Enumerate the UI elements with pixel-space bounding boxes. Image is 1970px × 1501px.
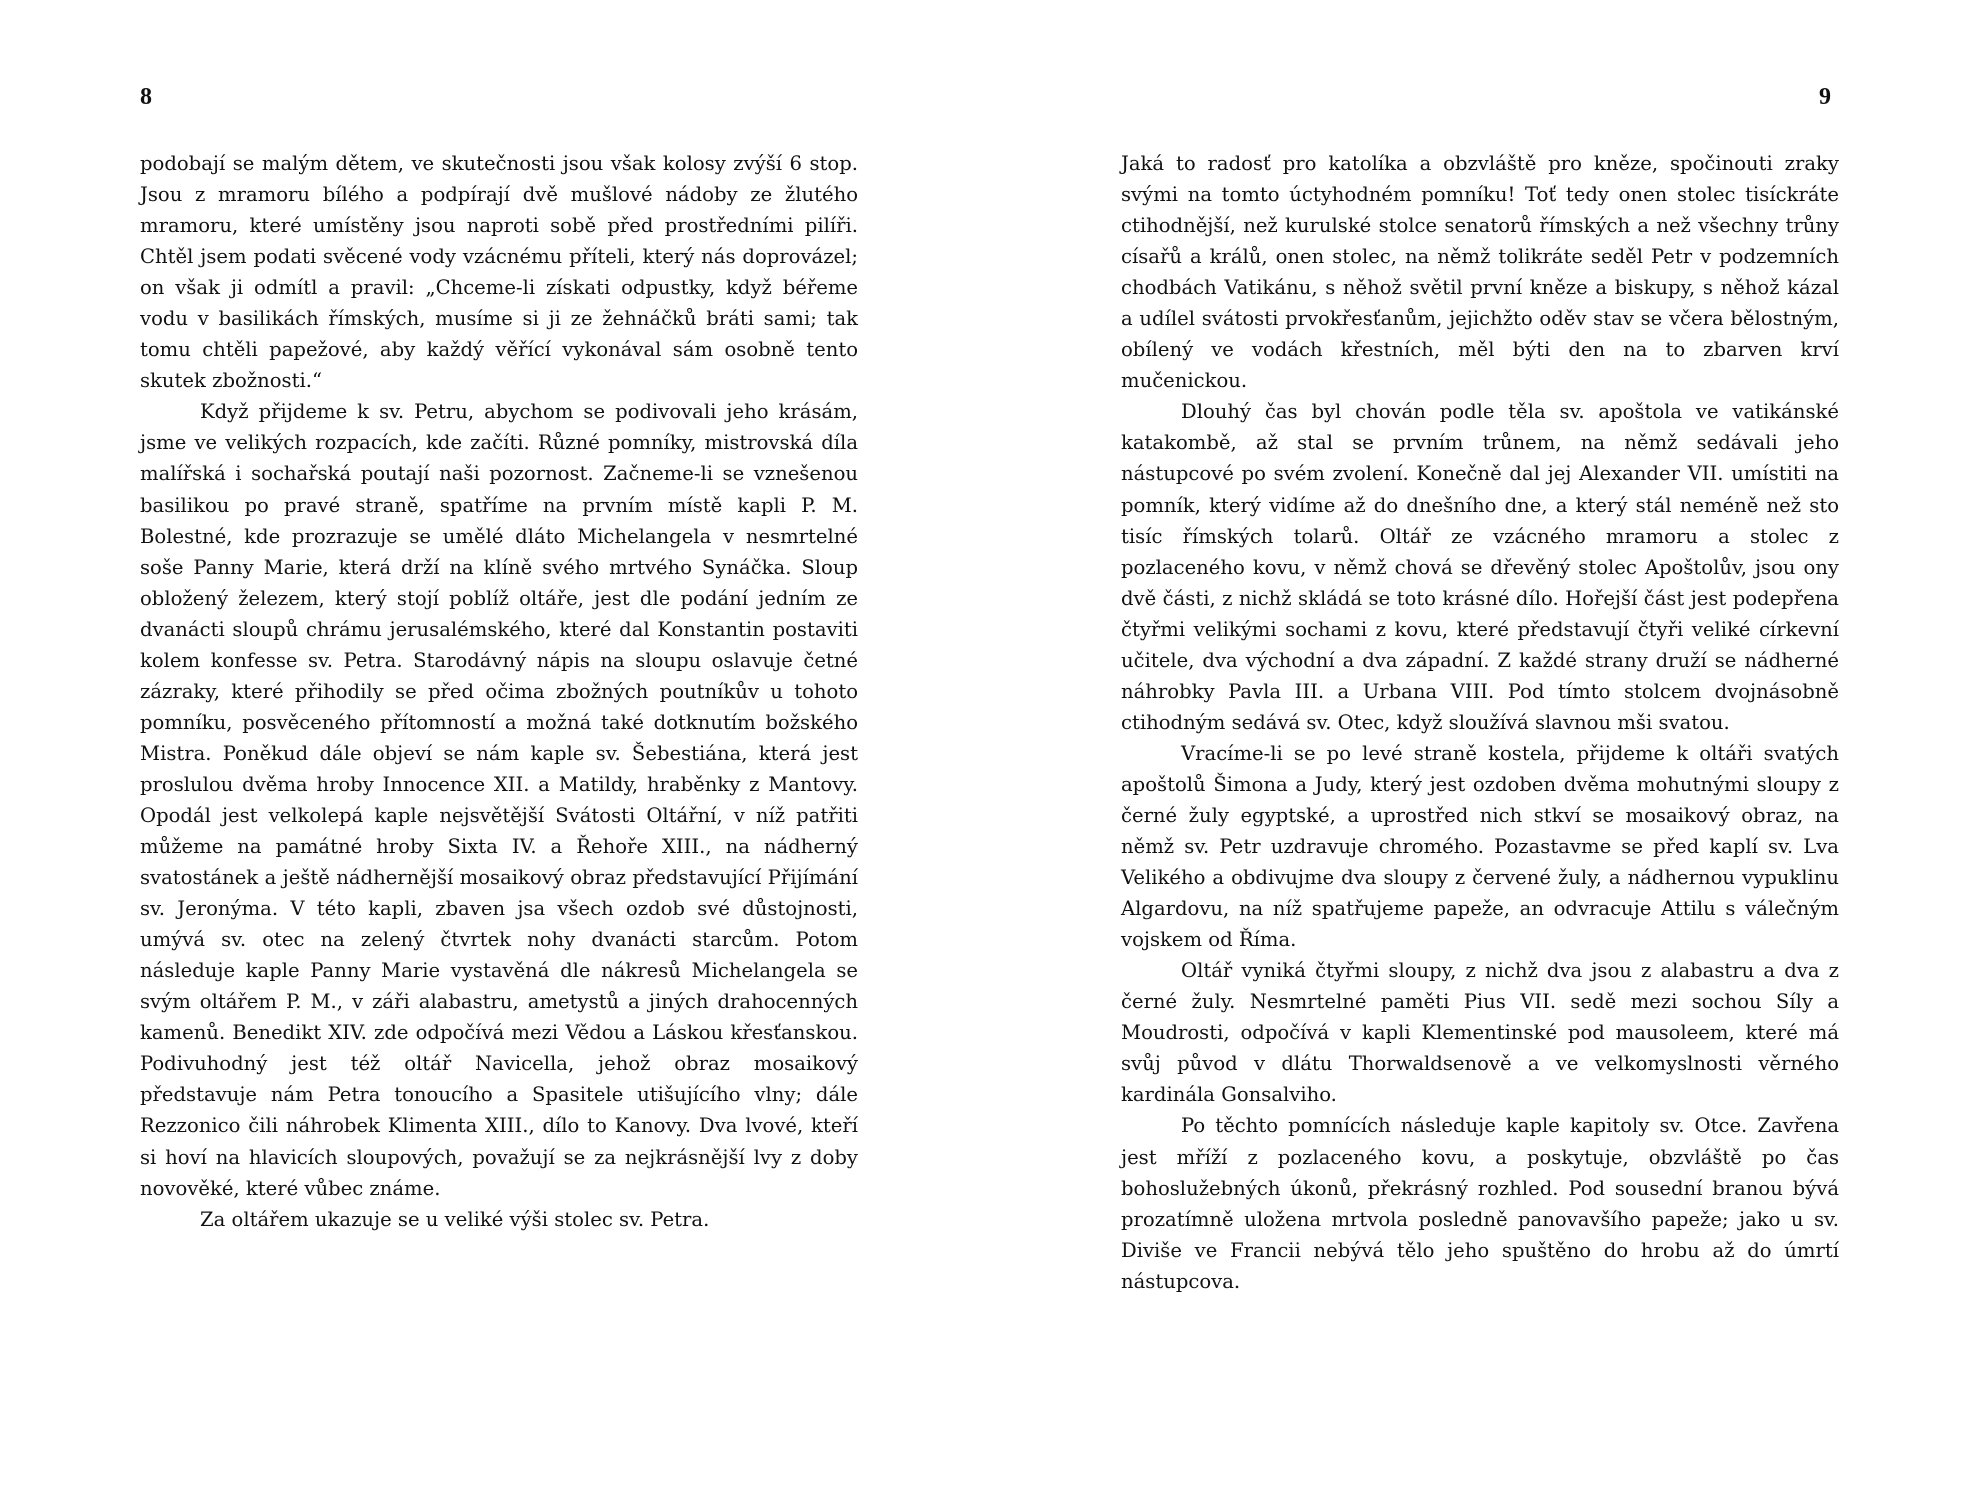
paragraph: Po těchto pomnících následuje kaple kapitoly sv. Otce. Zavřena jest mříží z pozlaceného kovu, a poskytuje, obzvláště po čas bohoslužebných úkonů, překrásný rozhled. Pod sousední branou bývá prozatímně uložena mrtvola posledně panovavšího papeže; jako u sv. Diviše ve Francii nebývá tělo jeho spuštěno do hrobu až do úmrtí nástupcova. bbox=[1121, 1114, 1839, 1293]
paragraph: Dlouhý čas byl chován podle těla sv. apoštola ve vatikánské katakombě, až stal se prvním trůnem, na němž sedávali jeho nástupcové po svém zvolení. Konečně dal jej Alexander VII. umístiti na pomník, který vidíme až do dnešního dne, a který stál neméně než sto tisíc římských tolarů. Oltář ze vzácného mramoru a stolec z pozlaceného kovu, v němž chová se dřevěný stolec Apoštolův, jsou ony dvě části, z nichž skládá se toto krásné dílo. Hořejší část jest podepřena čtyřmi velikými sochami z kovu, které představují čtyři veliké církevní učitele, dva východní a dva západní. Z každé strany druží se nádherné náhrobky Pavla III. a Urbana VIII. Pod tímto stolcem dvojnásobně ctihodným sedává sv. Otec, když sloužívá slavnou mši svatou. bbox=[1121, 400, 1839, 734]
paragraph: Když přijdeme k sv. Petru, abychom se podivovali jeho krásám, jsme ve velikých rozpacích, kde začíti. Různé pomníky, mistrovská díla malířská i sochařská poutají naši pozornost. Začneme-li se vznešenou basilikou po pravé straně, spatříme na prvním místě kapli P. M. Bolestné, kde prozrazuje se umělé dláto Michelangela v nesmrtelné soše Panny Marie, která drží na klíně svého mrtvého Synáčka. Sloup obložený železem, který stojí poblíž oltáře, jest dle podání jedním ze dvanácti sloupů chrámu jerusalémského, které dal Konstantin postaviti kolem konfesse sv. Petra. Starodávný nápis na sloupu oslavuje četné zázraky, které přihodily se před očima zbožných poutníkův u tohoto pomníku, posvěceného přítomností a možná také dotknutím božského Mistra. Poněkud dále objeví se nám kaple sv. Šebestiána, která jest proslulou dvěma hroby Innocence XII. a Matildy, hraběnky z Mantovy. Opodál jest velkolepá kaple nejsvětější Svátosti Oltářní, v níž patřiti můžeme na památné hroby Sixta IV. a Řehoře XIII., na nádherný svatostánek a ještě nádhernější mosaikový obraz představující Přijímání sv. Jeronýma. V této kapli, zbaven jsa všech ozdob své důstojnosti, umývá sv. otec na zelený čtvrtek nohy dvanácti starcům. Potom následuje kaple Panny Marie vystavěná dle nákresů Michelangela se svým oltářem P. M., v záři alabastru, ametystů a jiných drahocenných kamenů. Benedikt XIV. zde odpočívá mezi Vědou a Láskou křesťanskou. Podivuhodný jest též oltář Navicella, jehož obraz mosaikový představuje nám Petra tonoucího a Spasitele utišujícího vlny; dále Rezzonico čili náhrobek Klimenta XIII., dílo to Kanovy. Dva lvové, kteří si hoví na hlavicích sloupových, považují se za nejkrásnější lvy z doby novověké, které vůbec známe. bbox=[140, 400, 858, 1200]
right-page bbox=[985, 0, 1970, 1501]
page-body bbox=[1121, 148, 1839, 1297]
paragraph: podobají se malým dětem, ve skutečnosti jsou však kolosy zvýší 6 stop. Jsou z mramoru bílého a podpírají dvě mušlové nádoby ze žlutého mramoru, které umístěny jsou naproti sobě před prostředními pilíři. Chtěl jsem podati svěcené vody vzácnému příteli, který nás doprovázel; on však ji odmítl a pravil: „Chceme-li získati odpustky, když béřeme vodu v basilikách římských, musíme si ji ze žehnáčků bráti sami; tak tomu chtěli papežové, aby každý věřící vykonával sám osobně tento skutek zbožnosti.“ bbox=[140, 152, 858, 393]
page-number: 8 bbox=[140, 84, 152, 110]
paragraph: Jaká to radosť pro katolíka a obzvláště pro kněze, spočinouti zraky svými na tomto úctyhodném pomníku! Toť tedy onen stolec tisíckráte ctihodnější, než kurulské stolce senatorů římských a než všechny trůny císařů a králů, onen stolec, na němž tolikráte seděl Petr v podzemních chodbách Vatikánu, s něhož světil první kněze a biskupy, s něhož kázal a udílel svátosti prvokřesťanům, jejichžto oděv stav se včera bělostným, obílený ve vodách křestních, měl býti den na to zbarven krví mučenickou. bbox=[1121, 152, 1839, 393]
page-number: 9 bbox=[1819, 84, 1831, 110]
paragraph: Vracíme-li se po levé straně kostela, přijdeme k oltáři svatých apoštolů Šimona a Judy, který jest ozdoben dvěma mohutnými sloupy z černé žuly egyptské, a uprostřed nich stkví se mosaikový obraz, na němž sv. Petr uzdravuje chromého. Pozastavme se před kaplí sv. Lva Velikého a obdivujme dva sloupy z červené žuly, a nádhernou vypuklinu Algardovu, na níž spatřujeme papeže, an odvracuje Attilu s válečným vojskem od Říma. bbox=[1121, 741, 1839, 952]
paragraph: Oltář vyniká čtyřmi sloupy, z nichž dva jsou z alabastru a dva z černé žuly. Nesmrtelné paměti Pius VII. sedě mezi sochou Síly a Moudrosti, odpočívá v kapli Klementinské pod mausoleem, které má svůj původ v dlátu Thorwaldsenově a ve velkomyslnosti věrného kardinála Gonsalviho. bbox=[1121, 959, 1839, 1107]
paragraph: Za oltářem ukazuje se u veliké výši stolec sv. Petra. bbox=[200, 1207, 710, 1231]
page-body bbox=[140, 148, 858, 1235]
